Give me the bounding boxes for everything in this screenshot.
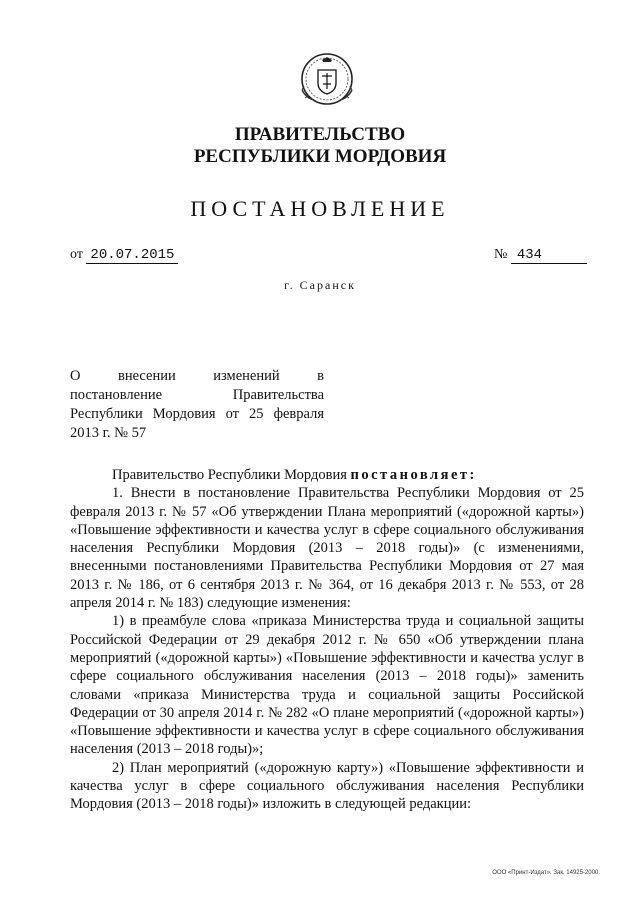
decree-subject: [70, 367, 324, 443]
government-name-line2: РЕСПУБЛИКИ МОРДОВИЯ: [193, 146, 447, 167]
paragraph-2: 1) в преамбуле слова «приказа Министерства труда и социальной защиты Российской Федерации от 29 декабря 2012 г. № 650 «Об утверждении плана мероприятий («дорожной карты») «Повышение эффективности и качества услуг в сфере социального обслуживания населения (2013 – 2018 годы)» заменить словами «приказа Министерства труда и социальной защиты Российской Федерации от 30 апреля 2014 г. № 282 «О плане мероприятий («дорожной карты») «Повышение эффективности и качества услуг в сфере социального обслуживания населения (2013 – 2018 годы)»;: [70, 613, 584, 758]
decree-number: [494, 247, 587, 264]
decree-body: [70, 466, 584, 814]
paragraph-1: 1. Внести в постановление Правительства Республики Мордовия от 25 февраля 2013 г. № 57 «Об утверждении Плана мероприятий («дорожной карты») «Повышение эффективности и качества услуг в сфере социального обслуживания населения Республики Мордовия (2013 – 2018 годы)» (с изменениями, внесенными постановлениями Правительства Республики Мордовия от 27 мая 2013 г. № 186, от 6 сентября 2013 г. № 364, от 16 декабря 2013 г. № 553, от 28 апреля 2014 г. № 183) следующие изменения:: [70, 485, 584, 612]
printer-imprint: ООО «Принт-Издат». Зак. 14925-2000.: [492, 870, 600, 876]
coat-of-arms-emblem: [296, 46, 358, 108]
subject-line-1: О внесении изменений в: [70, 368, 324, 384]
date-label: от: [70, 247, 83, 262]
subject-line-2: постановление Правительства: [70, 387, 324, 403]
intro-text: Правительство Республики Мордовия: [112, 467, 347, 483]
resolves-word: постановляет:: [350, 467, 477, 483]
city-line: г. Саранск: [284, 278, 356, 292]
subject-line-3: Республики Мордовия от 25 февраля: [70, 406, 324, 422]
document-type-title: ПОСТАНОВЛЕНИЕ: [190, 196, 450, 221]
decree-date: [70, 247, 178, 264]
number-value: 434: [511, 247, 587, 264]
date-value: 20.07.2015: [86, 247, 178, 264]
number-label: №: [494, 247, 508, 262]
paragraph-3: 2) План мероприятий («дорожную карту») «Повышение эффективности и качества услуг в сфере социального обслуживания населения Республики Мордовия (2013 – 2018 годы)» изложить в следующей редакции:: [70, 759, 584, 813]
intro-paragraph: [70, 466, 584, 484]
subject-line-4: 2013 г. № 57: [70, 425, 147, 441]
government-name-line1: ПРАВИТЕЛЬСТВО: [234, 124, 406, 145]
